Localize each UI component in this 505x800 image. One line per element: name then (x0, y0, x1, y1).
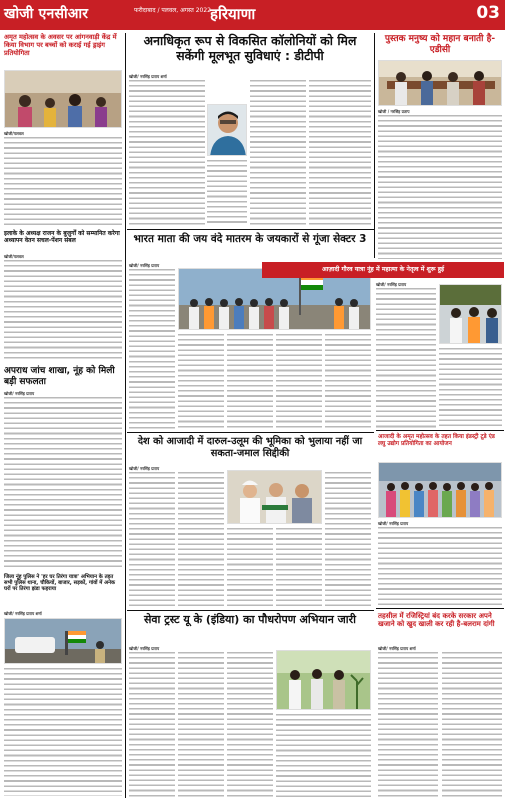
amrit-mahila-photo (378, 462, 502, 518)
dateline: फरीदाबाद / पलवल, अगस्त 2022 (134, 7, 211, 14)
apradh-body (4, 397, 122, 567)
masthead: खोजी एनसीआर (4, 6, 89, 22)
jai-dev-headline: भारत माता की जय वंदे मातरम के जयकारों से गूंजा सेक्टर 3 (133, 233, 367, 245)
darul-body-col5 (325, 472, 371, 607)
jai-dev-body-col3 (227, 334, 273, 429)
seva-trust-body-col4 (276, 714, 371, 797)
darul-body-col4 (276, 528, 322, 607)
colonies-body-col3 (250, 80, 306, 225)
tehsil-byline: खोजी/ नरसिंह प्रताप शर्मा (378, 646, 416, 651)
tehsil-body-col1 (378, 652, 438, 797)
darul-body-col2 (178, 472, 224, 607)
amrit-mahila-byline: खोजी/ नरसिंह प्रताप (378, 521, 409, 526)
darul-byline: खोजी/ नरसिंह प्रताप (129, 466, 160, 471)
darul-body-col3 (227, 528, 273, 607)
darul-photo (227, 470, 322, 524)
seva-trust-body-col2 (178, 652, 224, 797)
anganwadi-body (4, 137, 122, 225)
pasu-body (4, 260, 122, 360)
pasu-byline: खोजी/पलवल (4, 254, 24, 259)
seva-trust-body-col3 (227, 652, 273, 797)
page-header (0, 0, 505, 30)
pustak-byline: खोजी / नरसिंह प्रताप (378, 109, 410, 114)
pustak-photo (378, 60, 502, 106)
jila-police-body (4, 668, 122, 796)
darul-body-col1 (129, 472, 175, 607)
row-rule-4 (127, 610, 374, 611)
apradh-headline: अपराध जांच शाखा, नूंह को मिली बड़ी सफलता (4, 366, 115, 387)
colonies-body-col1 (129, 80, 205, 225)
colonies-byline: खोजी/ नरसिंह प्रताप शर्मा (129, 74, 167, 79)
colonies-body-col4 (309, 80, 371, 225)
pustak-headline: पुस्तक मनुष्य को महान बनाती है- एडीसी (384, 34, 496, 55)
section-title: हरियाणा (210, 5, 256, 23)
jai-dev-byline: खोजी/ नरसिंह प्रताप (129, 263, 160, 268)
row-rule-2 (127, 432, 374, 433)
pustak-body (378, 115, 502, 259)
column-rule-1 (125, 33, 126, 798)
anganwadi-byline: खोजी/पलवल (4, 131, 24, 136)
page-number: 03 (476, 3, 500, 23)
seva-trust-byline: खोजी/ नरसिंह प्रताप (129, 646, 160, 651)
jila-police-headline: जिला नूंह पुलिस ने 'हर घर तिरंगा यात्रा' अभियान के तहत सभी पुलिस थाना, चौकियों, बाजार, सड़कों, गांवों में अनेक घरों पर तिरंगा झंडा फहराया (4, 574, 115, 593)
seva-trust-photo (276, 650, 371, 710)
apradh-byline: खोजी/ नरसिंह प्रताप (4, 391, 35, 396)
tiranga-banner: आज़ादी गौरव यात्रा नूंह में महात्मा के नेतृत्व में शुरू हुई (262, 262, 504, 278)
seva-trust-headline: सेवा ट्रस्ट यू के (इंडिया) का पौधरोपण अभियान जारी (143, 613, 357, 626)
anganwadi-headline: अमृत महोत्सव के अवसर पर आंगनवाड़ी केंद्र में किया विभाग पर बच्चों को कराई गई ड्राइंग प्रतियोगिता (4, 33, 117, 57)
police-photo (4, 618, 122, 664)
amrit-mahila-body (378, 527, 502, 605)
darul-headline: देश को आजादी में दारुल-उलूम की भूमिका को भुलाया नहीं जा सकता-जमाल सिद्दीकी (137, 436, 363, 459)
anganwadi-photo (4, 70, 122, 128)
seva-trust-body-col1 (129, 652, 175, 797)
dtp-portrait (207, 104, 247, 156)
column-rule-2 (374, 33, 375, 258)
jai-dev-body-col1 (129, 269, 175, 429)
colonies-headline: अनाधिकृत रूप से विकसित कॉलोनियों को मिल सकेंगी मूलभूत सुविधाएं : डीटीपी (143, 33, 357, 63)
row-rule-5 (376, 608, 504, 609)
jila-police-byline: खोजी/ नरसिंह प्रताप शर्मा (4, 611, 42, 616)
tiranga-body-col2 (439, 348, 502, 428)
tiranga-byline: खोजी/ नरसिंह प्रताप (376, 282, 407, 287)
jai-dev-body-col5 (325, 334, 371, 429)
tiranga-body-col1 (376, 288, 436, 428)
tehsil-body-col2 (442, 652, 502, 797)
tiranga-photo (439, 284, 502, 344)
row-rule-1 (127, 229, 374, 230)
row-rule-3 (376, 430, 504, 431)
pasu-headline: इलाके के अध्यक्ष राजन के बुजुर्गों को सम्मानित करेगा अध्यापन वेतन सचल-पेंशन संबल (4, 230, 120, 245)
jai-dev-body-col2 (178, 334, 224, 429)
tehsil-headline: तहसील में रजिस्ट्रियां बंद करके सरकार अपने खजाने को खुद खाली कर रही है-बलराम दांगी (378, 612, 495, 629)
amrit-mahila-headline: आजादी के अमृत महोत्सव के तहत किया इंडस्ट्री टूडे एंड लघु उद्योग प्रतियोगिता का आयोजन (378, 434, 495, 447)
jai-dev-body-col4 (276, 334, 322, 429)
colonies-body-col2 (207, 160, 247, 225)
